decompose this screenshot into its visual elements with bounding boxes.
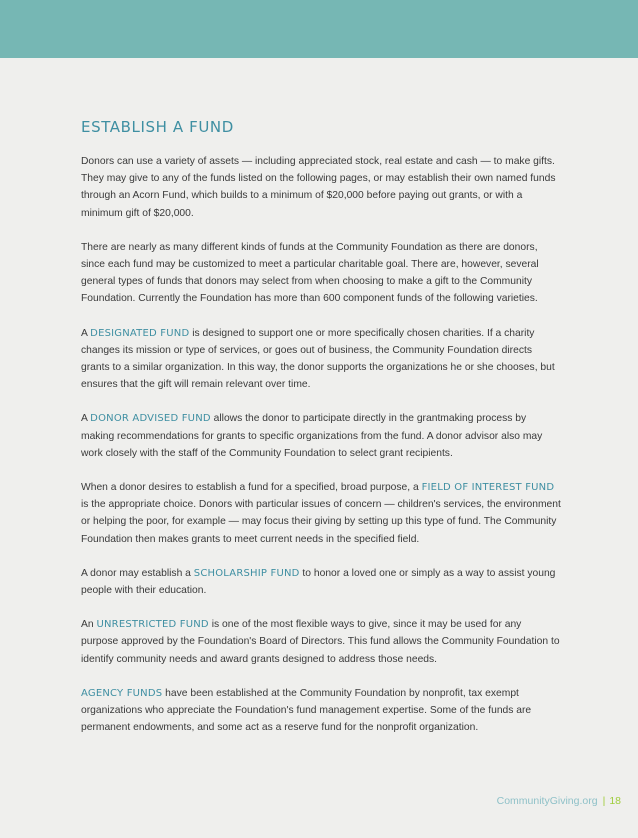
text-before: A donor may establish a — [81, 567, 194, 579]
page-footer — [0, 795, 621, 807]
designated-fund-term: DESIGNATED FUND — [90, 327, 190, 339]
agency-funds-term: AGENCY FUNDS — [81, 687, 163, 699]
text-after: is the appropriate choice. Donors with particular issues of concern — children's services, the environment or helping the poor, for example — may focus their giving by setting up this type of fund. The Community Foundation then makes grants to meet current needs in the specified field. — [81, 499, 561, 545]
scholarship-fund-term: SCHOLARSHIP FUND — [193, 567, 300, 579]
text-after: to honor a loved one or simply as a way to assist young people with their education. — [81, 567, 556, 597]
footer-site-link[interactable]: CommunityGiving.org — [496, 795, 598, 807]
text-before: A — [81, 413, 91, 425]
text-after: have been established at the Community Foundation by nonprofit, tax exempt organizations who appreciate the Foundation's fund management expertise. Some of the funds are permanent endowments, and some act as a reserve fund for the nonprofit organization. — [81, 687, 532, 734]
text-after: allows the donor to participate directly in the grantmaking process by making recommendations for grants to specific organizations from the fund. A donor advisor also may work closely with the staff of the Community Foundation to select grant recipients. — [81, 413, 543, 459]
text-before: A — [81, 327, 91, 339]
page-number: 18 — [609, 795, 621, 807]
paragraph-designated-fund — [81, 325, 561, 394]
paragraph-agency-funds — [81, 685, 561, 737]
paragraph-intro: Donors can use a variety of assets — including appreciated stock, real estate and cash — to make gifts. They may give to any of the funds listed on the following pages, or may establish their own named funds through an Acorn Fund, which builds to a minimum of $20,000 before paying out grants, or with a minimum gift of $20,000. — [81, 156, 556, 219]
text-before: When a donor desires to establish a fund for a specified, broad purpose, a — [81, 482, 422, 494]
paragraph-donor-advised-fund — [81, 410, 561, 462]
footer-separator: | — [602, 795, 606, 807]
paragraph-scholarship-fund — [81, 565, 561, 599]
text-after: is designed to support one or more specifically chosen charities. If a charity changes its mission or type of services, or goes out of business, the Community Foundation directs grants to a similar organization. In this way, the donor supports the organizations he or she chooses, but ensures that the gift will remain relevant over time. — [81, 327, 555, 391]
page-title: ESTABLISH A FUND — [81, 118, 234, 136]
article — [81, 118, 561, 753]
header-band — [0, 0, 638, 58]
field-of-interest-fund-term: FIELD OF INTEREST FUND — [421, 482, 555, 494]
paragraph-field-of-interest-fund — [81, 479, 561, 548]
unrestricted-fund-term: UNRESTRICTED FUND — [96, 619, 209, 631]
paragraph-fund-types: There are nearly as many different kinds of funds at the Community Foundation as there are donors, since each fund may be customized to meet a particular charitable goal. There are, however, several general types of funds that donors may select from when choosing to make a gift to the Community Foundation. Currently the Foundation has more than 600 component funds of the following varieties. — [81, 241, 539, 305]
paragraph-unrestricted-fund — [81, 616, 561, 668]
text-after: is one of the most flexible ways to give, since it may be used for any purpose approved by the Foundation's Board of Directors. This fund allows the Community Foundation to identify community needs and award grants designed to address those needs. — [81, 619, 560, 665]
donor-advised-fund-term: DONOR ADVISED FUND — [90, 413, 211, 425]
text-before: An — [81, 619, 97, 631]
